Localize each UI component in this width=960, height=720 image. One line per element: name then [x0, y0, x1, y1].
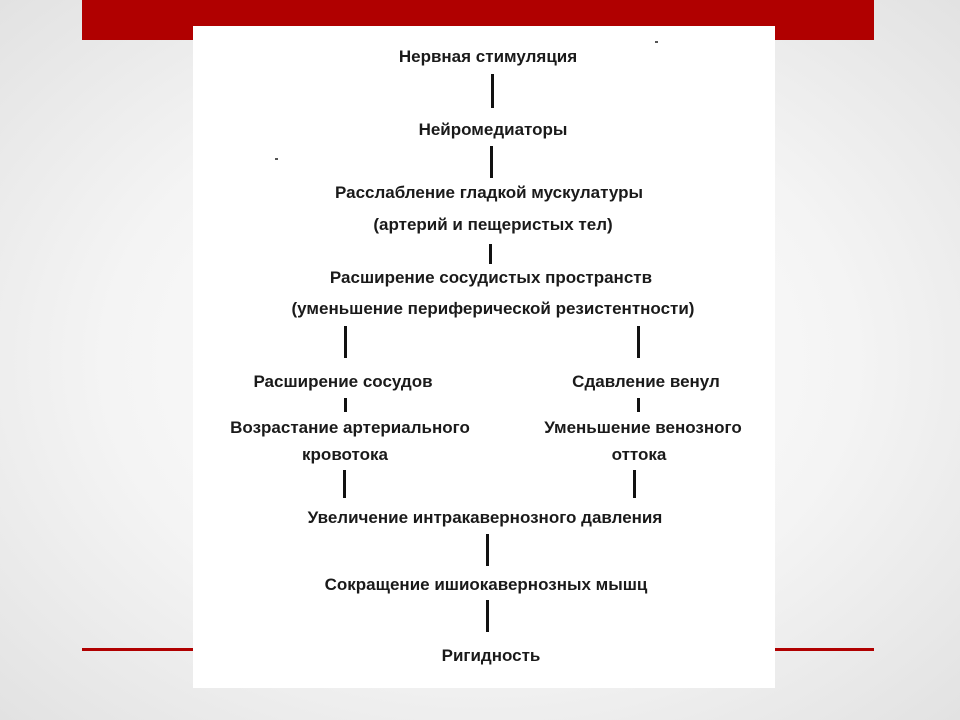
bottom-accent-line-right	[774, 648, 874, 651]
connector-right-1	[637, 326, 640, 358]
connector-left-3	[343, 470, 346, 498]
node-smooth-muscle-relaxation-sub: (артерий и пещеристых тел)	[373, 215, 613, 234]
node-nervous-stimulation: Нервная стимуляция	[398, 47, 578, 66]
node-venous-outflow-decrease: Уменьшение венозного	[544, 418, 742, 437]
node-ischiocavernous-contraction: Сокращение ишиокавернозных мышц	[324, 575, 648, 594]
diagram-panel	[193, 26, 775, 688]
node-arterial-flow-increase-line2: кровотока	[302, 445, 388, 464]
connector-3	[489, 244, 492, 264]
node-venous-outflow-decrease-line2: оттока	[611, 445, 667, 464]
node-intracavernous-pressure: Увеличение интракавернозного давления	[307, 508, 663, 527]
node-vasodilation: Расширение сосудов	[253, 372, 433, 391]
bottom-accent-line-left	[82, 648, 196, 651]
node-venule-compression: Сдавление венул	[572, 372, 720, 391]
node-rigidity: Ригидность	[441, 646, 541, 665]
node-neurotransmitters: Нейромедиаторы	[418, 120, 568, 139]
connector-1	[491, 74, 494, 108]
scan-speck	[275, 158, 278, 160]
node-arterial-flow-increase: Возрастание артериального	[230, 418, 470, 437]
connector-2	[490, 146, 493, 178]
connector-left-2	[344, 398, 347, 412]
connector-5	[486, 600, 489, 632]
connector-right-3	[633, 470, 636, 498]
node-vascular-space-dilation-sub: (уменьшение периферической резистентности)	[291, 299, 695, 318]
node-vascular-space-dilation: Расширение сосудистых пространств	[329, 268, 653, 287]
connector-4	[486, 534, 489, 566]
scan-speck	[655, 41, 658, 43]
connector-right-2	[637, 398, 640, 412]
connector-left-1	[344, 326, 347, 358]
node-smooth-muscle-relaxation: Расслабление гладкой мускулатуры	[335, 183, 643, 202]
